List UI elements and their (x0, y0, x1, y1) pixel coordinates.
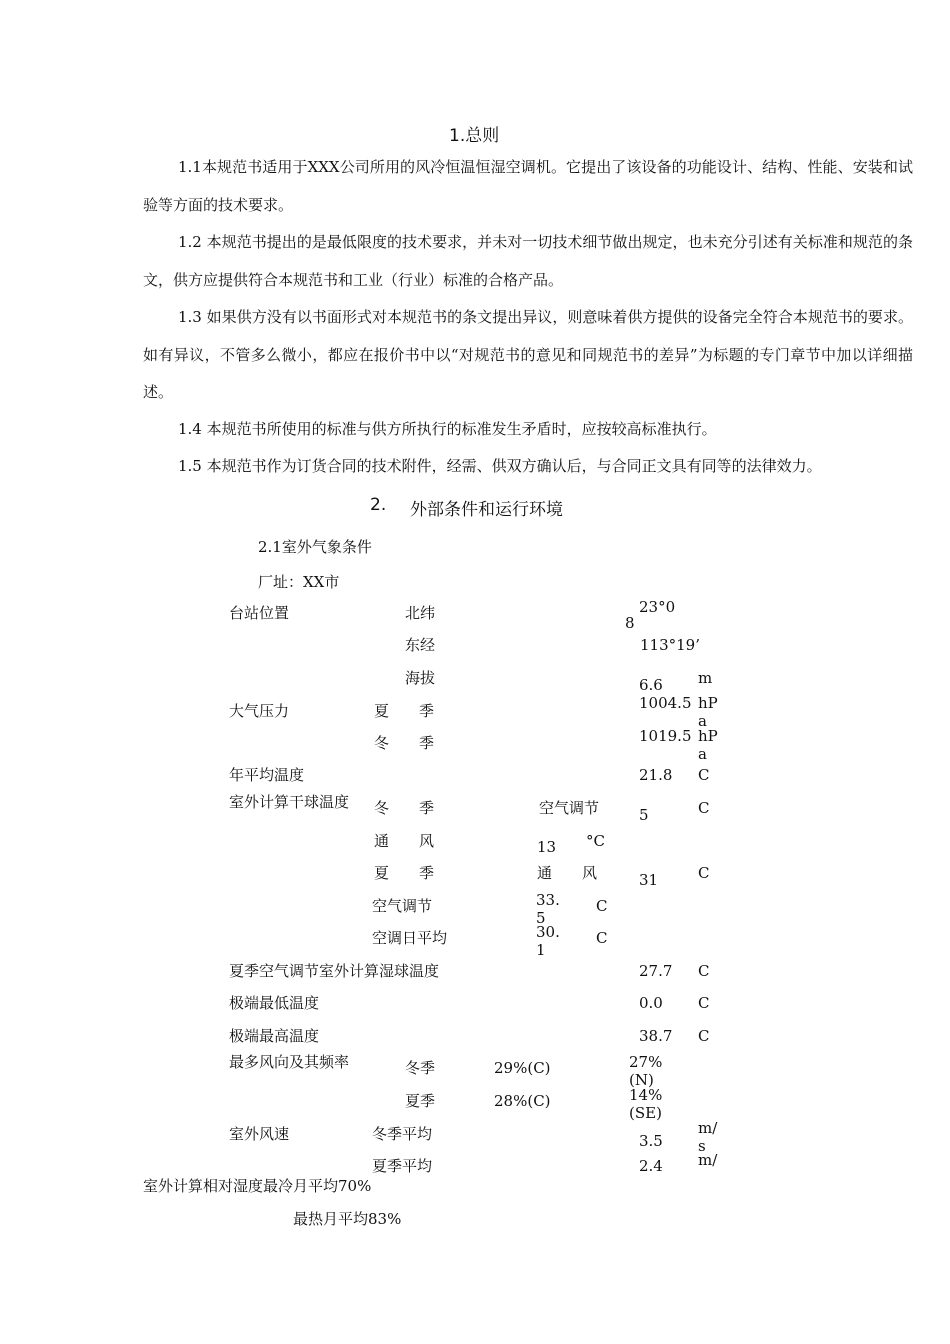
pressure-winter-unit: hPa (698, 727, 718, 763)
extreme-max-value: 38.7 (639, 1027, 673, 1045)
site-location: 厂址：XX市 (258, 573, 340, 591)
extreme-min-unit: C (698, 994, 710, 1012)
wind-winter-label: 冬季 (405, 1059, 436, 1077)
wind-summer-calm: 28%(C) (494, 1092, 551, 1110)
wind-winter-direction: 27%(N) (629, 1053, 663, 1089)
ac-daily-label: 空调日平均 (372, 929, 448, 947)
wind-speed-summer-unit: m/ (698, 1151, 718, 1169)
pressure-summer-number: 1004.5 (639, 694, 692, 712)
pressure-winter-number: 1019.5 (639, 727, 692, 745)
altitude-label: 海拔 (405, 669, 436, 687)
dry-bulb-winter-ac-unit: C (698, 799, 710, 817)
ac-daily-value: 30.1 (536, 923, 560, 959)
dry-bulb-winter-ac-value: 5 (639, 806, 649, 824)
ac-daily-unit: C (596, 929, 608, 947)
wind-speed-winter-label: 冬季平均 (372, 1125, 433, 1143)
summer-ac-value: 33.5 (536, 891, 560, 927)
annual-temp-value: 21.8 (639, 766, 673, 784)
dry-bulb-winter-ac-label: 空气调节 (539, 799, 600, 817)
pressure-winter-value (625, 727, 692, 751)
wind-winter-calm: 29%(C) (494, 1059, 551, 1077)
altitude-unit: m (698, 669, 713, 687)
east-longitude-value: 113°19’ (640, 636, 700, 654)
pressure-winter-label: 冬 季 (374, 734, 435, 752)
wind-summer-label: 夏季 (405, 1092, 436, 1110)
summer-ac-label: 空气调节 (372, 897, 433, 915)
station-position-label: 台站位置 (229, 604, 290, 622)
paragraph-1-4: 1.4 本规范书所使用的标准与供方所执行的标准发生矛盾时，应按较高标准执行。 (178, 420, 717, 438)
wind-summer-direction: 14%(SE) (629, 1086, 663, 1122)
wind-speed-winter-value: 3.5 (639, 1132, 663, 1150)
wind-speed-label: 室外风速 (229, 1125, 290, 1143)
north-latitude-overflow: 8 (625, 614, 635, 632)
wet-bulb-value: 27.7 (639, 962, 673, 980)
humidity-cold-month: 室外计算相对湿度最冷月平均70% (143, 1177, 372, 1195)
summer-ventilation-value: 31 (639, 871, 659, 889)
wind-speed-summer-label: 夏季平均 (372, 1157, 433, 1175)
annual-temp-unit: C (698, 766, 710, 784)
pressure-label: 大气压力 (229, 702, 290, 720)
summer-ac-unit: C (596, 897, 608, 915)
summer-ventilation-unit: C (698, 864, 710, 882)
section-2-number: 2. (370, 495, 387, 515)
section-2-title: 外部条件和运行环境 (410, 500, 563, 520)
summer-ventilation-label: 通 风 (537, 864, 598, 882)
wet-bulb-label: 夏季空气调节室外计算湿球温度 (229, 962, 440, 980)
dry-bulb-summer-label: 夏 季 (374, 864, 435, 882)
pressure-summer-unit: hPa (698, 694, 718, 730)
paragraph-1-3: 1.3 如果供方没有以书面形式对本规范书的条文提出异议，则意味着供方提供的设备完全符合本规范书的要求。如有异议，不管多么微小，都应在报价书中以“对规范书的意见和同规范书的差异”为标题的专门章节中加以详细描述。 (143, 308, 913, 401)
altitude-value: 6.6 (639, 676, 663, 694)
north-latitude-label: 北纬 (405, 604, 436, 622)
wet-bulb-unit: C (698, 962, 710, 980)
ventilation-winter-value: 13 (537, 838, 557, 856)
paragraph-1-2: 1.2 本规范书提出的是最低限度的技术要求，并未对一切技术细节做出规定，也未充分引述有关标准和规范的条文，供方应提供符合本规范书和工业（行业）标准的合格产品。 (143, 233, 913, 289)
humidity-hot-month: 最热月平均83% (293, 1210, 402, 1228)
annual-temp-label: 年平均温度 (229, 766, 305, 784)
dry-bulb-label: 室外计算干球温度 (229, 793, 350, 811)
ventilation-winter-label: 通 风 (374, 832, 435, 850)
extreme-min-value: 0.0 (639, 994, 663, 1012)
paragraph-1-5: 1.5 本规范书作为订货合同的技术附件，经需、供双方确认后，与合同正文具有同等的法律效力。 (178, 457, 822, 475)
extreme-max-label: 极端最高温度 (229, 1027, 320, 1045)
extreme-min-label: 极端最低温度 (229, 994, 320, 1012)
paragraph-1-1: 1.1本规范书适用于XXX公司所用的风冷恒温恒湿空调机。它提出了该设备的功能设计、结构、性能、安装和试验等方面的技术要求。 (143, 158, 913, 214)
pressure-summer-label: 夏 季 (374, 702, 435, 720)
extreme-max-unit: C (698, 1027, 710, 1045)
wind-speed-summer-value: 2.4 (639, 1157, 663, 1175)
section-1-title: 1.总则 (449, 126, 500, 146)
ventilation-winter-unit: °C (586, 832, 605, 850)
wind-direction-label: 最多风向及其频率 (229, 1053, 350, 1071)
wind-speed-winter-unit: m/s (698, 1119, 718, 1155)
dry-bulb-winter-label: 冬 季 (374, 799, 435, 817)
north-latitude-value: 23°0 (639, 598, 676, 616)
east-longitude-label: 东经 (405, 636, 436, 654)
subsection-2-1-title: 2.1室外气象条件 (258, 538, 372, 556)
pressure-summer-value (625, 694, 692, 718)
